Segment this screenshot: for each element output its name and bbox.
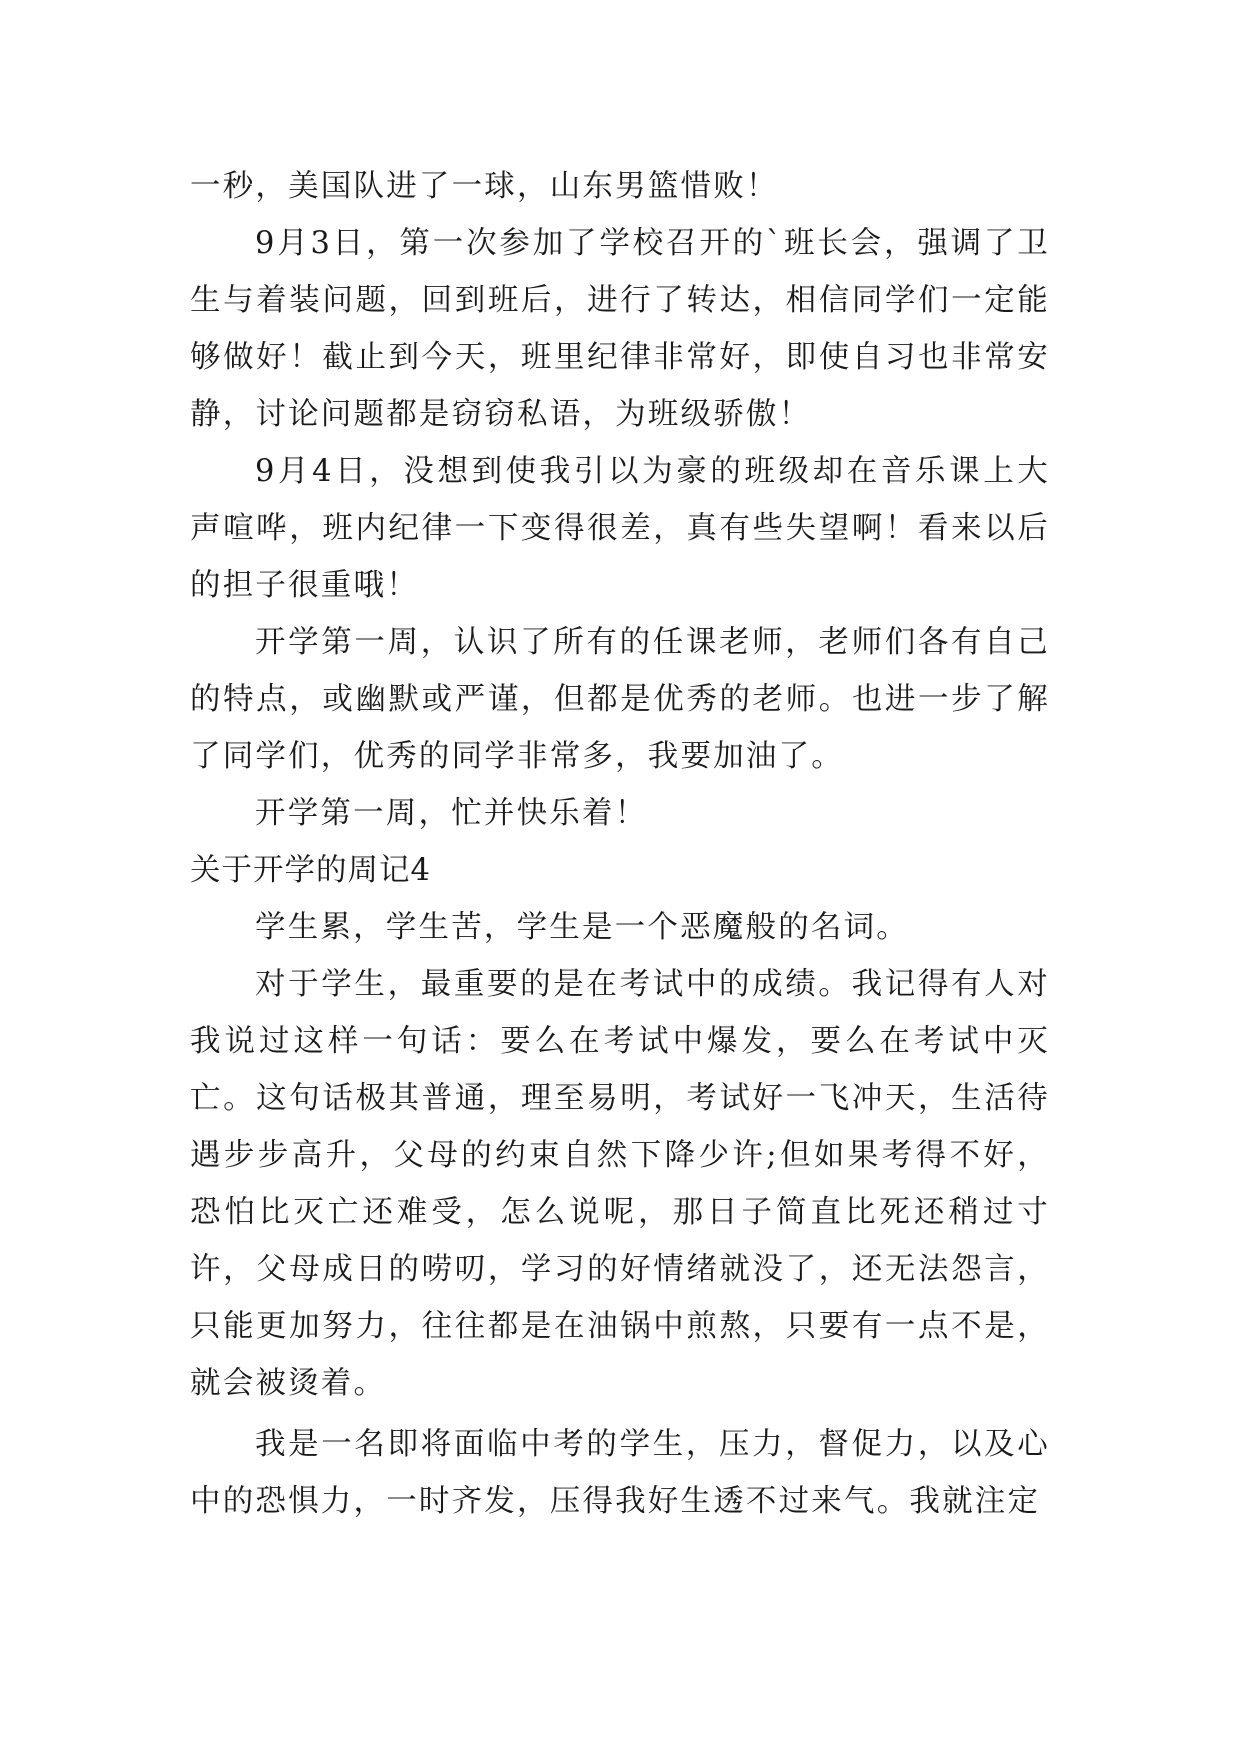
paragraph-busy-happy: 开学第一周，忙并快乐着！ [255,796,648,831]
paragraph-sept-4: 9月4日，没想到使我引以为豪的班级却在音乐课上大声喧哗，班内纪律一下变得很差，真有些失望啊！看来以后的担子很重哦！ [190,454,1050,603]
section-title: 关于开学的周记4 [190,853,431,888]
paragraph-first-week: 开学第一周，认识了所有的任课老师，老师们各有自己的特点，或幽默或严谨，但都是优秀的老师。也进一步了解了同学们，优秀的同学非常多，我要加油了。 [190,625,1050,774]
paragraph-exam-pressure: 我是一名即将面临中考的学生，压力，督促力，以及心中的恐惧力，一时齐发，压得我好生透不过来气。我就注定 [190,1427,1050,1519]
paragraph-student-tired: 学生累，学生苦，学生是一个恶魔般的名词。 [255,910,909,945]
paragraph-continuation: 一秒，美国队进了一球，山东男篮惜败！ [190,169,779,204]
paragraph-exam-results: 对于学生，最重要的是在考试中的成绩。我记得有人对我说过这样一句话：要么在考试中爆发，要么在考试中灭亡。这句话极其普通，理至易明，考试好一飞冲天，生活待遇步步高升，父母的约束自然下降少许;但如果考得不好，恐怕比灭亡还难受，怎么说呢，那日子简直比死还稍过寸许，父母成日的唠叨，学习的好情绪就没了，还无法怨言，只能更加努力，往往都是在油锅中煎熬，只要有一点不是，就会被烫着。 [190,967,1050,1401]
paragraph-sept-3: 9月3日，第一次参加了学校召开的`班长会，强调了卫生与着装问题，回到班后，进行了转达，相信同学们一定能够做好！截止到今天，班里纪律非常好，即使自习也非常安静，讨论问题都是窃窃私语，为班级骄傲！ [190,226,1050,432]
document-body [190,158,1050,1530]
